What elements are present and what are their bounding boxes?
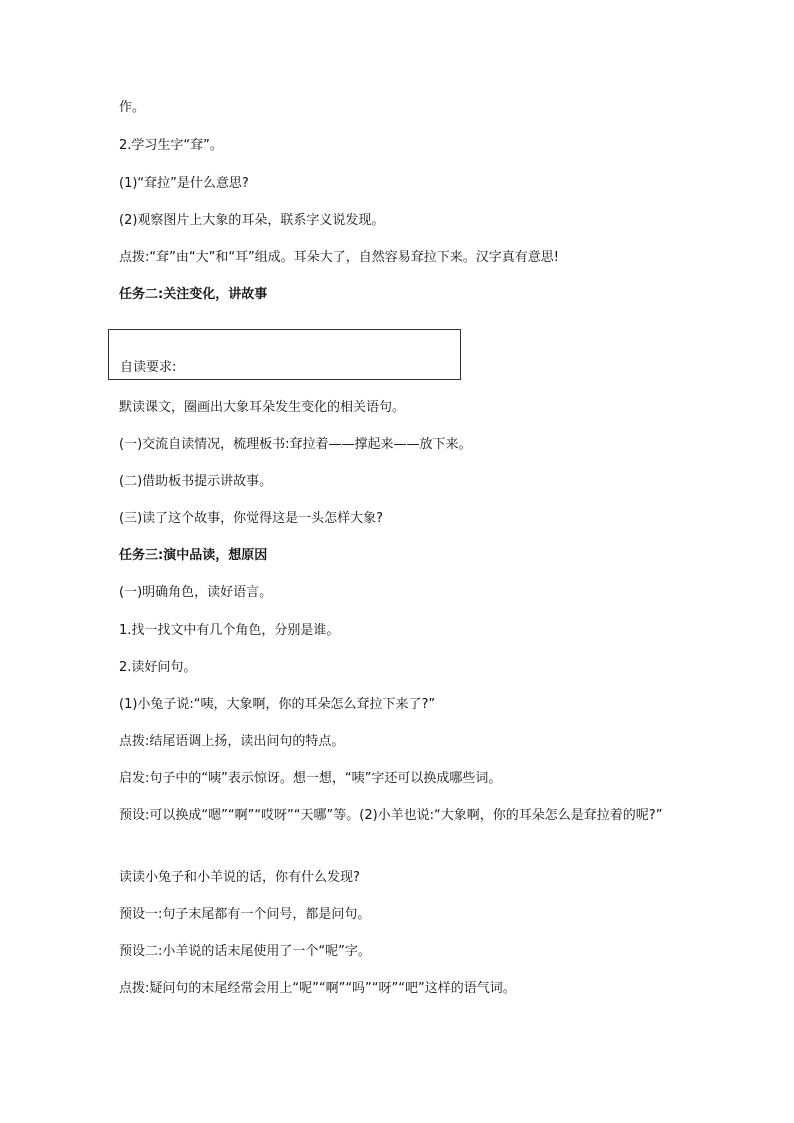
text-line: (1)“耷拉”是什么意思? — [119, 176, 249, 191]
text-line: 2.学习生字“耷”。 — [119, 138, 223, 153]
text-line: 2.读好问句。 — [119, 660, 197, 675]
text-line: 点拨:“耷”由“大”和“耳”组成。耳朵大了，自然容易耷拉下来。汉字真有意思! — [119, 250, 560, 265]
text-line: (一)交流自读情况，梳理板书:耷拉着——撑起来——放下来。 — [119, 437, 472, 452]
text-paragraph: 预设:可以换成“嗯”“啊”“哎呀”“天哪”等。(2)小羊也说:“大象啊，你的耳朵怎么是耷拉着的呢?” — [119, 808, 663, 823]
text-line: (1)小兔子说:“咦，大象啊，你的耳朵怎么耷拉下来了?” — [119, 697, 436, 712]
text-line: 读读小兔子和小羊说的话，你有什么发现? — [119, 870, 360, 885]
text-line: (三)读了这个故事，你觉得这是一头怎样大象? — [119, 511, 384, 526]
section-heading: 任务二:关注变化，讲故事 — [119, 287, 268, 302]
text-line: 预设一:句子末尾都有一个问号，都是问句。 — [119, 907, 371, 922]
reading-requirement-box — [108, 329, 461, 380]
text-line: 点拨:结尾语调上扬，读出问句的特点。 — [119, 734, 345, 749]
text-line: 启发:句子中的“咦”表示惊讶。想一想，“咦”字还可以换成哪些词。 — [119, 771, 502, 786]
text-line: (一)明确角色，读好语言。 — [119, 585, 273, 600]
text-line: (二)借助板书提示讲故事。 — [119, 474, 273, 489]
text-line: 预设二:小羊说的话末尾使用了一个“呢”字。 — [119, 944, 371, 959]
text-line: 默读课文，圈画出大象耳朵发生变化的相关语句。 — [119, 400, 406, 415]
text-line: 点拨:疑问句的末尾经常会用上“呢”“啊”“吗”“呀”“吧”这样的语气词。 — [119, 981, 516, 996]
section-heading: 任务三:演中品读，想原因 — [119, 548, 268, 563]
text-line: (2)观察图片上大象的耳朵，联系字义说发现。 — [119, 213, 385, 228]
text-line: 作。 — [119, 100, 146, 115]
box-label: 自读要求: — [120, 360, 177, 375]
text-line: 1.找一找文中有几个角色，分别是谁。 — [119, 623, 340, 638]
